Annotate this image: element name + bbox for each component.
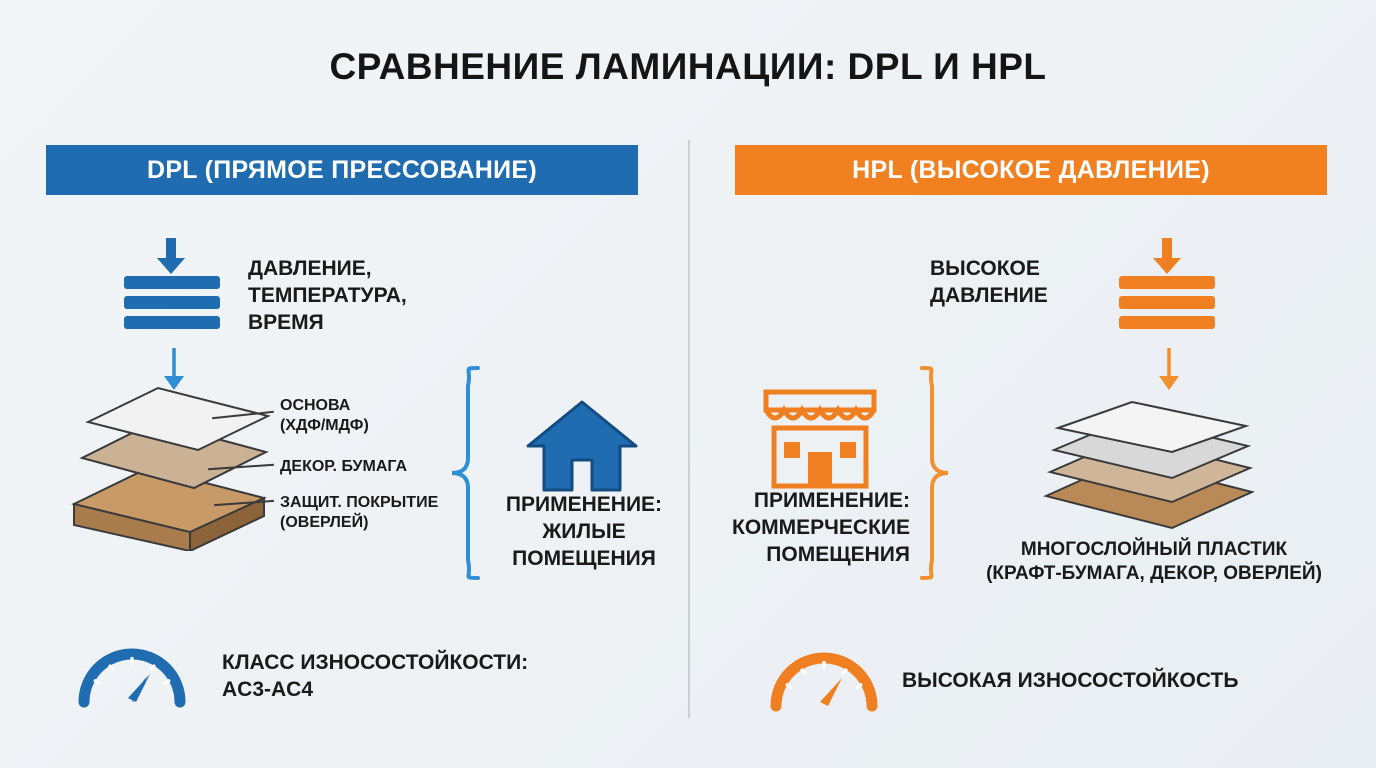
dpl-layer-label-decor-line1: ДЕКОР. БУМАГА <box>280 458 407 475</box>
dpl-wear-label <box>222 650 528 704</box>
dpl-wear-line-1: КЛАСС ИЗНОСОСТОЙКОСТИ: <box>222 651 529 674</box>
dpl-layer-stack-icon <box>66 386 276 556</box>
dpl-application-line-3: ПОМЕЩЕНИЯ <box>512 546 656 570</box>
hpl-press-plates-icon <box>1119 276 1215 336</box>
hpl-column-header: HPL (ВЫСОКОЕ ДАВЛЕНИЕ) <box>735 145 1327 195</box>
dpl-application-line-1: ПРИМЕНЕНИЕ: <box>505 493 663 516</box>
dpl-layer-label-base-line1: ОСНОВА <box>280 397 351 414</box>
dpl-press-label-line-2: ТЕМПЕРАТУРА, <box>248 283 407 307</box>
hpl-application-line-3: ПОМЕЩЕНИЯ <box>766 542 910 566</box>
dpl-layer-label-overlay-line2: (ОВЕРЛЕЙ) <box>280 514 369 532</box>
house-icon <box>524 398 640 499</box>
dpl-press-label-line-3: ВРЕМЯ <box>248 310 324 334</box>
dpl-layer-label-decor <box>280 457 407 477</box>
hpl-gauge-icon <box>768 640 880 721</box>
dpl-press-label-line-1: ДАВЛЕНИЕ, <box>248 257 372 280</box>
dpl-wear-line-2: AC3-AC4 <box>222 677 314 701</box>
dpl-layer-label-base <box>280 396 369 437</box>
dpl-gauge-icon <box>76 636 188 717</box>
store-icon <box>760 382 880 497</box>
page-title: СРАВНЕНИЕ ЛАМИНАЦИИ: DPL И HPL <box>329 46 1047 87</box>
hpl-application-line-1: ПРИМЕНЕНИЕ: <box>753 489 910 512</box>
hpl-layers-caption <box>944 538 1364 587</box>
hpl-press-label-line-2: ДАВЛЕНИЕ <box>930 283 1048 307</box>
hpl-application-label <box>716 488 910 569</box>
dpl-layer-label-overlay-line1: ЗАЩИТ. ПОКРЫТИЕ <box>280 494 439 511</box>
column-divider <box>688 140 690 718</box>
hpl-press-label-line-1: ВЫСОКОЕ <box>930 257 1040 280</box>
hpl-layers-caption-line-1: МНОГОСЛОЙНЫЙ ПЛАСТИК <box>1020 539 1288 560</box>
dpl-application-line-2: ЖИЛЫЕ <box>542 519 626 543</box>
hpl-application-line-2: КОММЕРЧЕСКИЕ <box>732 515 910 539</box>
dpl-column-header: DPL (ПРЯМОЕ ПРЕССОВАНИЕ) <box>46 145 638 195</box>
dpl-press-plates-icon <box>124 276 220 336</box>
hpl-wear-label <box>902 668 1238 695</box>
dpl-layer-label-overlay <box>280 493 438 534</box>
dpl-press-label <box>248 256 407 337</box>
hpl-wear-line-1: ВЫСОКАЯ ИЗНОСОСТОЙКОСТЬ <box>902 669 1239 692</box>
hpl-flow-arrow-icon <box>1155 348 1183 397</box>
hpl-layer-stack-icon <box>1040 400 1260 545</box>
hpl-layers-caption-line-2: (КРАФТ-БУМАГА, ДЕКОР, ОВЕРЛЕЙ) <box>986 563 1322 585</box>
dpl-layer-label-base-line2: (ХДФ/МДФ) <box>280 417 369 435</box>
hpl-press-label <box>930 256 1120 310</box>
dpl-application-label <box>470 492 698 573</box>
